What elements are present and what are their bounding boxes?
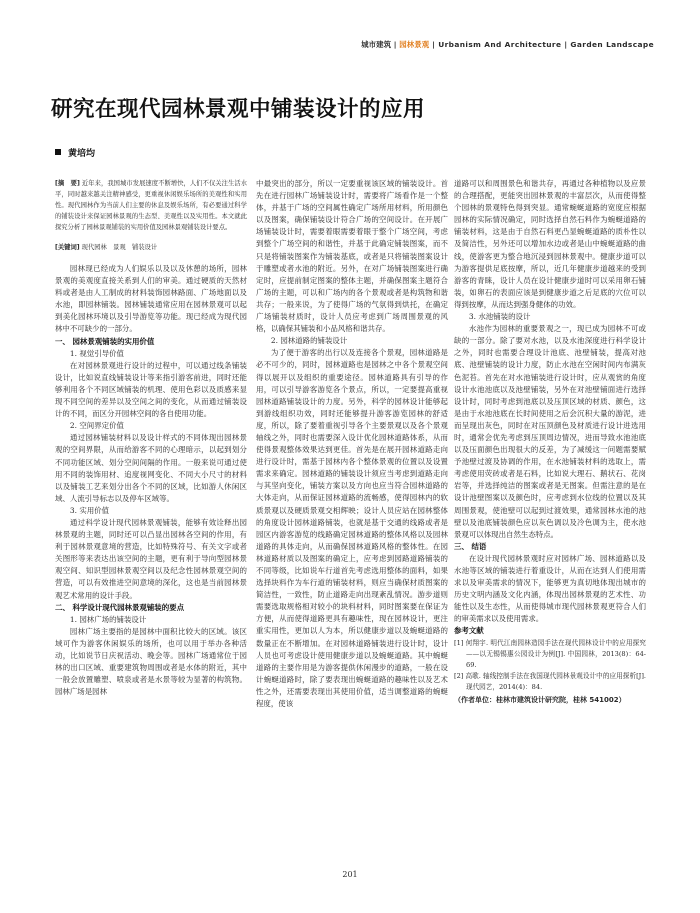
article-title: 研究在现代园林景观中铺装设计的应用 <box>51 97 426 122</box>
abstract-label: [摘 要] <box>55 180 80 187</box>
paragraph-practical-value: 通过科学设计现代园林景观铺装，能够有效诠释出园林景观的主题，同时还可以凸显出园林各空间的作用，有利于园林景观意境的营造，比如特殊符号、有关文字或者关图形等来表达出该空间的主题，更有利于导向型园林景观空间、知识型园林景观空间以及纪念性园林景观空间的营造，可以有效推进空间意境的深化，这也是当前园林景观艺术常用的设计手段。 <box>55 517 247 600</box>
black-square-icon <box>55 149 61 155</box>
paragraph-conclusion: 在设计现代园林景观时应对园林广场、园林道路以及水池等区域的铺装进行着重设计，从而在达到人们使用需求以及审美需求的情况下，能够更为真切地体现出城市的历史文明内涵及文化内涵，体现出园林景观的艺术性、功能性以及生态性，从而使得城市现代园林景观更符合人们的审美需求以及使用需求。 <box>454 553 646 624</box>
header-english: | Urbanism And Architecture | Garden Landscape <box>429 40 654 49</box>
paragraph-road-continued: 道路可以和周围景色和谐共存，再通过各种植物以及应景的合理搭配，更能突出园林景观的丰富层次，从而使得整个园林的景观特色得到突显。通常蜿蜒道路的宽度应根据园林的实际情况确定，同时选择自然石料作为蜿蜒道路的铺装材料，这是由于自然石料更凸显蜿蜒道路的质朴性以及简洁性，另外还可以增加水边或者是山中蜿蜒道路的曲线，使游客更为整合地沉浸到园林景观中。健康步道可以为游客提供足底按摩，所以，近几年健康步道越来的受到游客的青睐，设计人员在设计健康步道时可以采用卵石铺装，如卵石的表面应该是到健康步道之后足底的穴位可以得到按摩，从而达到强身健体的功效。 <box>454 179 646 309</box>
journal-header <box>361 39 654 50</box>
paragraph-space-definition: 通过园林铺装材料以及设计样式的不同体现出园林景观的空间界限，从而给游客不同的心理暗示，以起到划分不同功能区域、划分空间间隔的作用。一般来说可通过使用不同的装饰用材、追度视网变化、不同大小尺寸的材料以及铺装工艺来划分出各个不同的区域，比如游人休闲区域、人流引导标志以及停车区域等。 <box>55 433 247 503</box>
paragraph-road-paving: 为了便于游客的出行以及连接各个景观，园林道路是必不可少的，同时，园林道路也是园林之中各个景观空间得以展开以及组织的重要途径。园林道路具有引导的作用，可以引导游客游览各个景点，所以，一定要提高重视园林道路铺装设计的力度。另外，科学的园林设计能够起到游线组织功效，同时还能够提升游客游览园林的舒适度，所以，除了要着重视引导各个主要景观以及各个景观轴线之外，同时也需要深入设计优化园林道路体系，从而使得景观整体效果达到更佳。首先是在展开园林道路走向进行设计时，需基于园林内各个整体景观的位置以及设置需求来确定。园林道路的铺装设计须应当考虑到道路走向与其坚向变化，铺装方案以及方向也应当符合园林道路的大体走向，从而保证园林道路的流畅感，使得园林内的软质景观以及硬质景观交相辉映；设计人员应站在园林整体的角度设计园林道路铺装，也就是基于交通的线路或者是园区内游客游览的线路确定园林道路的整体风格以及园林道路的具体走向，从而确保园林道路风格的整体性。在园林道路材质以及图案的确定上，应考虑到园路道路铺装的不同等级，比如说车行道首先考虑选用整体的面料，如果选择块料作为车行道的铺装材料，则应当确保材质图案的简洁性，一致性，防止道路走向出现紊乱情况。游步道则需要选取规格相对较小的块料材料，同时图案要在保证为方便，从而使得道路更具有趣味性，现在园林设计，更注重实用性，更加以人为本，所以健康步道以及蜿蜒道路的数量正在不断增加。在对园林道路铺装进行设计时，设计人员也可考虑设计使用健康步道以及蜿蜒道路。其中蜿蜒道路的主要作用是为游客提供休闲漫步的道路，一般在设计蜿蜒道路时，除了要表现出蜿蜒道路的趣味性以及艺术性之外，还需要表现出其使用价值，适当调整道路的蜿蜒程度，使该 <box>256 348 448 709</box>
section-heading-2: 二、 科学设计现代园林景观铺装的要点 <box>55 602 185 612</box>
author-name: 黄培均 <box>68 149 96 159</box>
page-number: 201 <box>342 870 358 879</box>
keywords-label: [关键词] <box>55 244 80 251</box>
subheading-practical-value: 3. 实用价值 <box>69 505 110 515</box>
subheading-space-definition: 2. 空间界定价值 <box>69 421 124 431</box>
header-highlight: 园林景观 <box>399 40 430 49</box>
header-section: 城市建筑 | <box>361 40 400 49</box>
subheading-pool-paving: 3. 水池铺装的设计 <box>468 312 531 322</box>
author-affiliation: （作者单位：桂林市建筑设计研究院，桂林 541002） <box>454 695 626 704</box>
paragraph-visual-guide: 在对园林景观进行设计的过程中，可以通过线条铺装设计，比如说直线铺装设计等来指引游客前进，同时还能够利用各个不同区域铺装的机理、使用色彩以及质感来显现不同空间的差异以及空间之间的变化，从而通过铺装设计的不同，而区分开园林空间的各自使用功能。 <box>55 360 247 419</box>
section-heading-3: 三、 结语 <box>454 541 487 551</box>
reference-item: [1] 何翔宇. 明代江南园林造园手法在现代园林设计中的应用探究——以无锡锡惠公园设计为例[J]. 中国园林，2013(8)：64-69. <box>454 638 646 669</box>
column-2 <box>256 178 448 710</box>
keywords-text: 现代园林 景观 铺装设计 <box>79 244 158 251</box>
subheading-visual-guide: 1. 视觉引导价值 <box>69 348 124 358</box>
column-1 <box>55 178 247 698</box>
subheading-road-paving: 2. 园林道路的铺装设计 <box>270 336 348 346</box>
paragraph-plaza-continued: 中最突出的部分，所以一定要重视该区域的铺装设计。首先在进行园林广场铺装设计时，需要将广场看作是一个整体，并基于广场的空间属性确定广场所用材料，所用颜色以及图案，确保铺装设计符合广场的空间设计。在开展广场铺装设计时，需要着眼需要着眼于整个广场空间，考虑到整个广场空间的和谐性，并基于此确定铺装图案，而不只是将铺装图案作为铺装基底，或者是只将铺装图案设计于雕塑或者水池的附近。另外，在对广场铺装图案进行确定时，应提前制定图案的整体主题，并确保图案主题符合广场的主题，可以和广场内的各个景观或者是构筑物和谐共存；一般来说，为了使得广场的气氛得到烘托，在确定广场铺装材质时，设计人员应考虑到广场周围景观的风格，以确保其铺装和小品风格和谐共存。 <box>256 179 448 334</box>
section-heading-1: 一、 园林景观铺装的实用价值 <box>55 336 155 346</box>
keywords <box>55 242 247 253</box>
references-title: 参考文献 <box>454 626 484 636</box>
author-line <box>55 146 95 159</box>
paragraph-pool-paving: 水池作为园林的重要景观之一，现已成为园林不可或缺的一部分。除了要对水池，以及水池深度进行科学设计之外，同时也需要合理设计池底、池壁铺装，提高对池底、池壁铺装的设计力度，防止水池在空闲时间内布满灰色泥苔。首先在对水池铺装进行设计时，应从观赏的角度设计水池池底以及池壁铺装，另外在对池壁铺面进行选择设计时，同时考虑到池底以及压顶区域的材质、颜色，这是由于水池池底在长时间使用之后会沉积大量的游泥，进而呈现出灰色，同时在对压顶颜色及材质进行设计进选用时，通常会优先考虑到压顶周边情况，进而导致水池池底以及压面颜色出现很大的反差，为了减缓这一问题需要赋予池壁过渡及协调的作用，在水池铺装材料的选取上，需考虑使用荧砖或者是石料，比如说大理石、鹅状石、花岗岩等，并选择纯洁的图案或者是无图案。但需注意的是在设计池壁图案以及颜色时，应考虑到水位线的位置以及其周围景观，使池壁可以起到过渡效果，通常园林水池的池壁以及池底铺装颜色应以灰色调以及冷色调为主，使水池景观可以体现出自然生态特点。 <box>454 324 646 539</box>
abstract <box>55 178 247 233</box>
subheading-plaza-paving: 1. 园林广场的铺装设计 <box>69 614 147 624</box>
reference-item: [2] 高歌. 轴线控制手法在我国现代园林景观设计中的应用探析[J]. 现代园艺，2014(4)：84. <box>454 671 646 691</box>
paragraph-plaza-paving: 园林广场主要指的是园林中面积比较大的区域。该区域可作为游客休闲娱乐的场所，也可以用于举办各种活动，比如说节日庆祝活动、晚会等。园林广场通常位于园林的出口区域、重要建筑物周围或者是水体的附近，其中一般会放置雕塑、喷泉或者是水景等较为显著的构筑物。园林广场是园林 <box>55 626 247 697</box>
abstract-text: 近年来，我国城市发展速度不断增快，人们不仅关注生活水平，同时越来越关注精神感受，更重视休闲娱乐场所的美观性和实用性。现代园林作为当前人们主要的休息及娱乐场所，有必要通过科学的铺装设计来保证园林景观的生态型、美观性以及实用性。本文就此探究分析了园林景观铺装的实用价值及园林景观铺装设计要点。 <box>55 180 247 231</box>
intro-paragraph: 园林现已经成为人们娱乐以及以及休憩的场所，园林景观的美观度直接关系到人们的审美。通过硬质的天然材料或者是由人工制成的材料装饰园林路面、广场地面以及水池，即园林铺装。园林铺装通常应用在园林景观可以起到美化园林环境以及引导游览等功能。现已经成为现代园林中不可缺少的一部分。 <box>55 264 247 334</box>
column-3 <box>454 178 646 706</box>
